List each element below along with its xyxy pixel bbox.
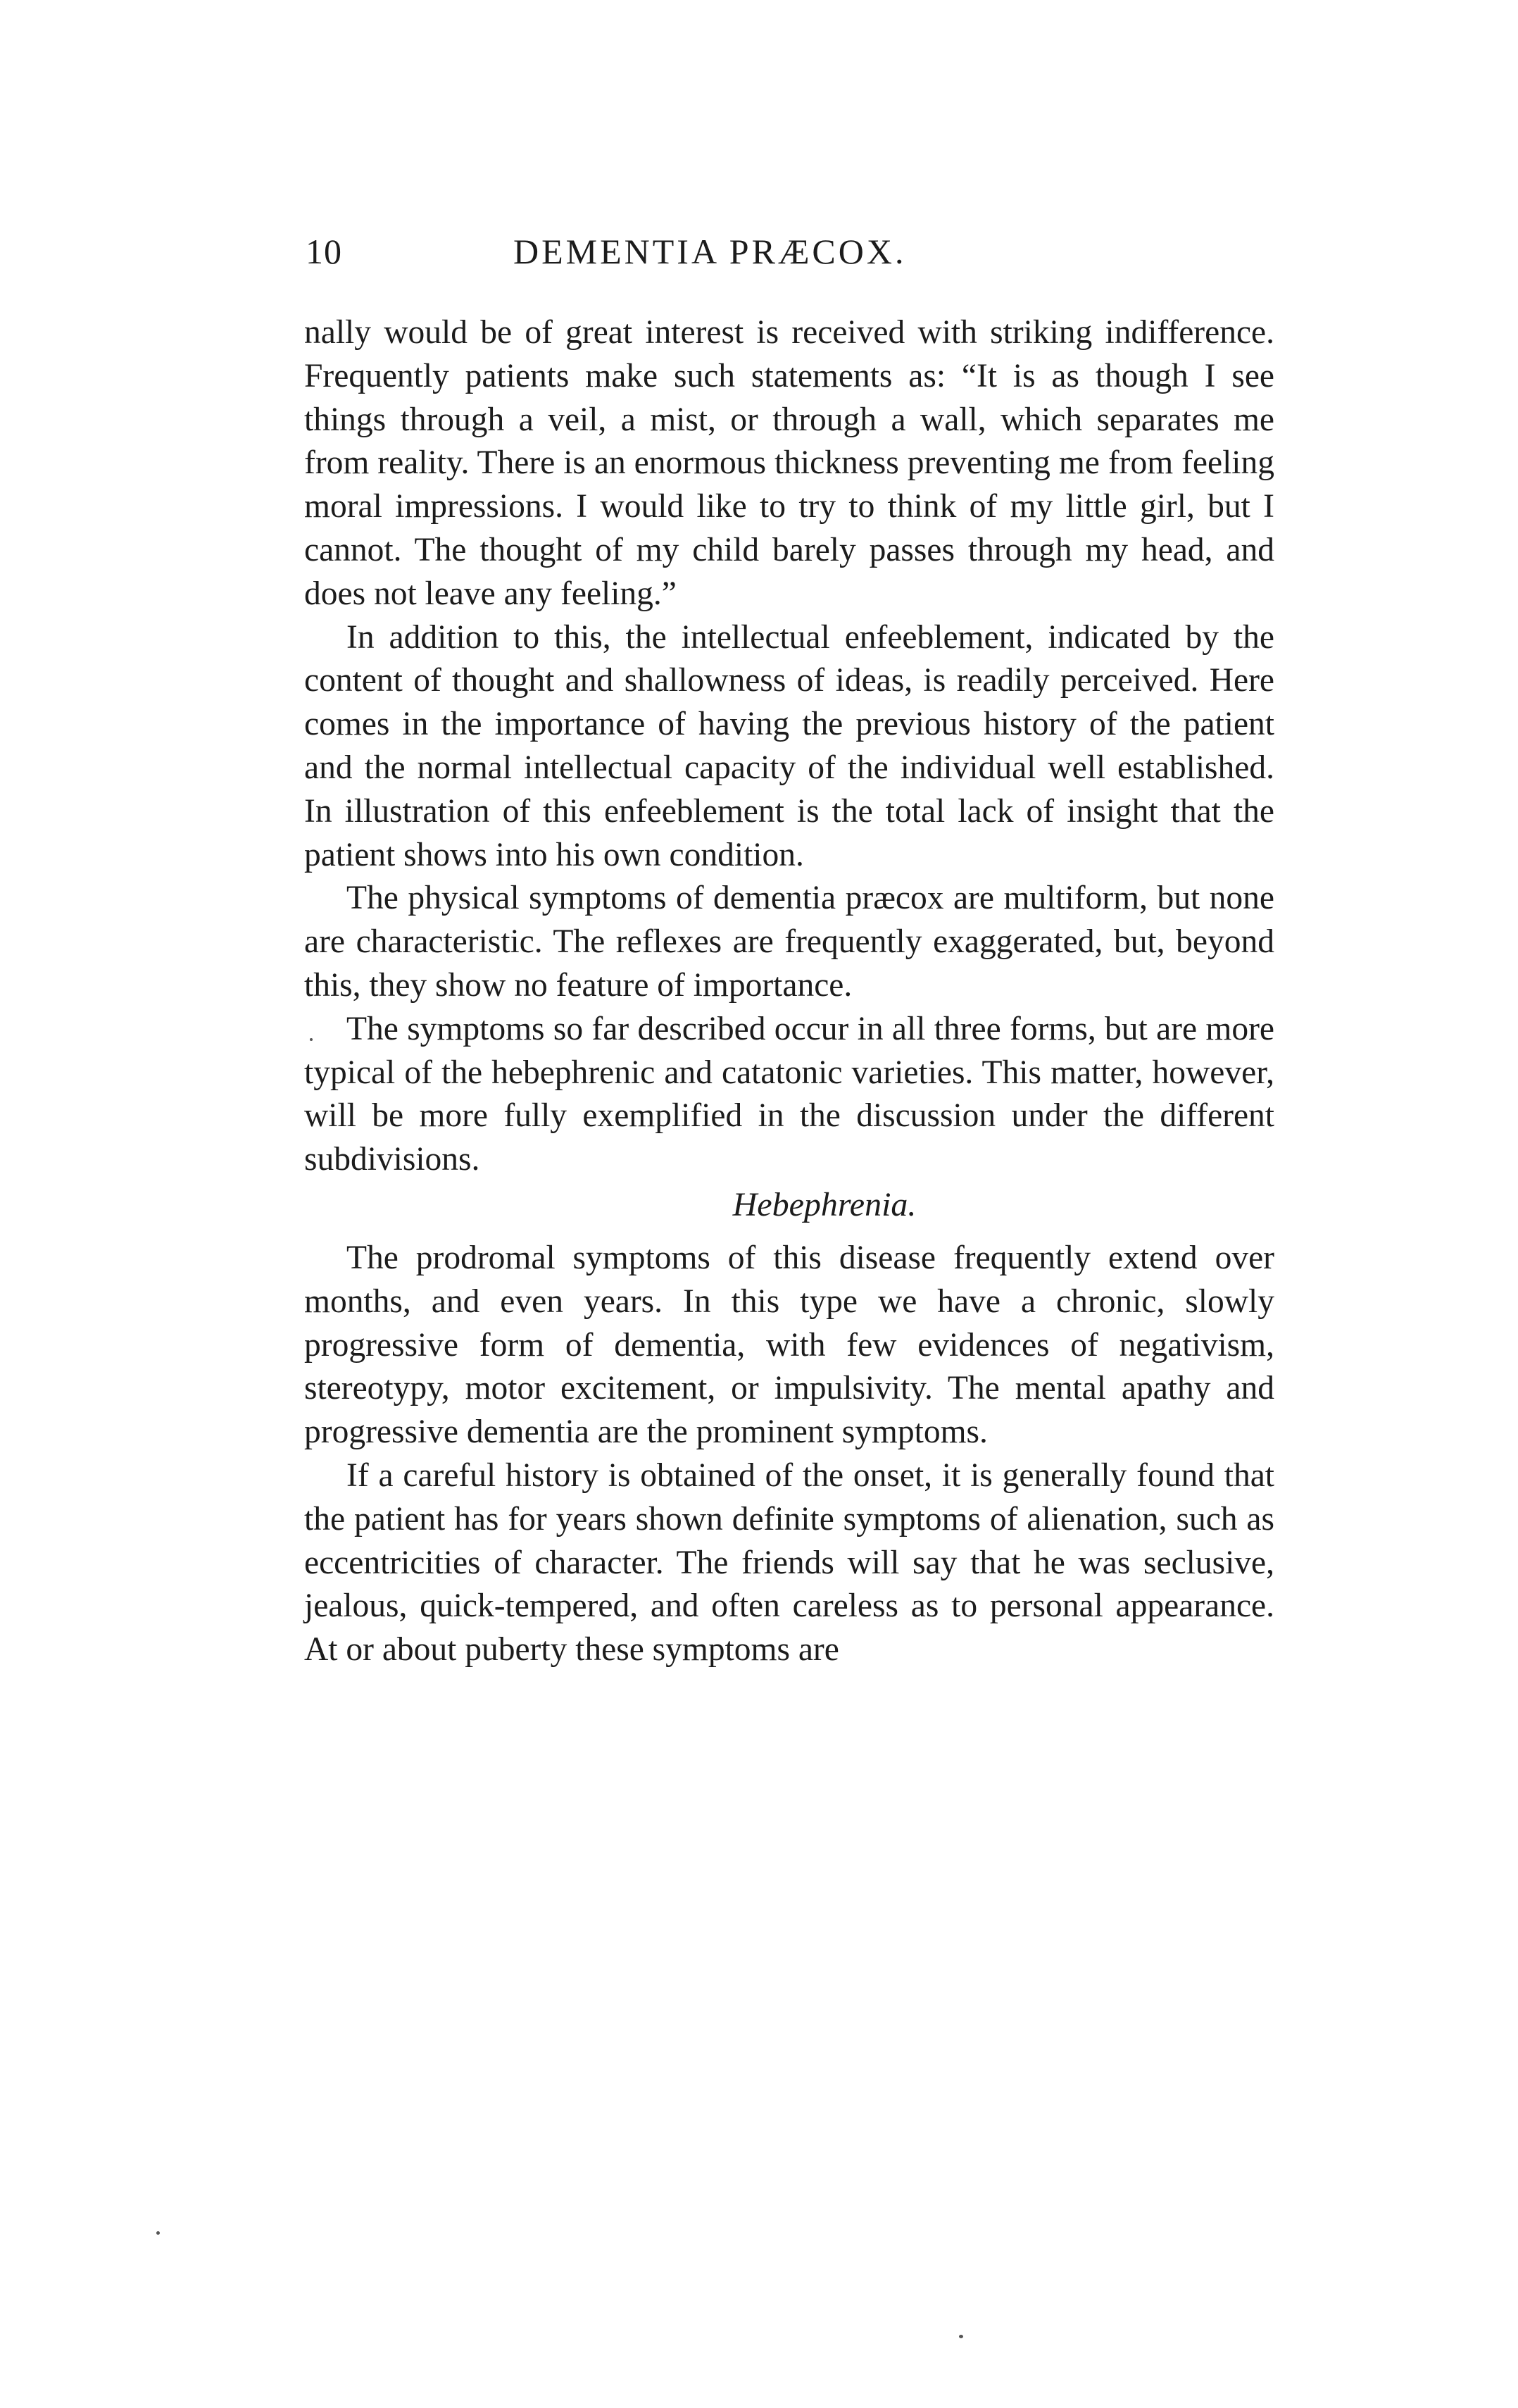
scan-speck [959, 2335, 963, 2338]
paragraph: The symptoms so far described occur in all three forms, but are more typical of the hebephrenic and catatonic varieties. This matter, however, will be more fully exemplified in the discussion under the different subdivisions. [304, 1010, 1274, 1178]
paragraph-continued: nally would be of great interest is received with striking indifference. Frequently patients make such statements as: “It is as though I see things through a veil, a mist, or through a wall, which separates me from reality. There is an enormous thickness preventing me from feeling moral impressions. I would like to try to think of my little girl, but I cannot. The thought of my child barely passes through my head, and does not leave any feeling.” [304, 314, 1274, 612]
paragraph: In addition to this, the intellectual enfeeblement, indicated by the content of thought and shallowness of ideas, is readily perceived. Here comes in the importance of having the previous history of the patient and the normal intellectual capacity of the individual well established. In illustration of this enfeeblement is the total lack of insight that the patient shows into his own condition. [304, 618, 1274, 873]
section-heading: Hebephrenia. [732, 1185, 917, 1223]
paragraph: The physical symptoms of dementia præcox are multiform, but none are characteristic. The reflexes are frequently exaggerated, but, beyond this, they show no feature of importance. [304, 880, 1274, 1004]
paragraph: The prodromal symptoms of this disease frequently extend over months, and even years. In this type we have a chronic, slowly progressive form of dementia, with few evidences of negativism, stereotypy, motor excitement, or impulsivity. The mental apathy and progressive dementia are the prominent symptoms. [304, 1239, 1274, 1451]
page-number: 10 [306, 232, 342, 271]
scan-speck [310, 1038, 313, 1041]
scan-speck [156, 2231, 160, 2235]
body-text [304, 311, 1274, 1672]
paragraph: If a careful history is obtained of the onset, it is generally found that the patient has for years shown definite symptoms of alienation, such as eccentricities of character. The friends will say that he was seclusive, jealous, quick-tempered, and often careless as to personal appearance. At or about puberty these symptoms are [304, 1456, 1274, 1668]
running-title: DEMENTIA PRÆCOX. [513, 232, 907, 271]
running-head [306, 231, 1277, 280]
